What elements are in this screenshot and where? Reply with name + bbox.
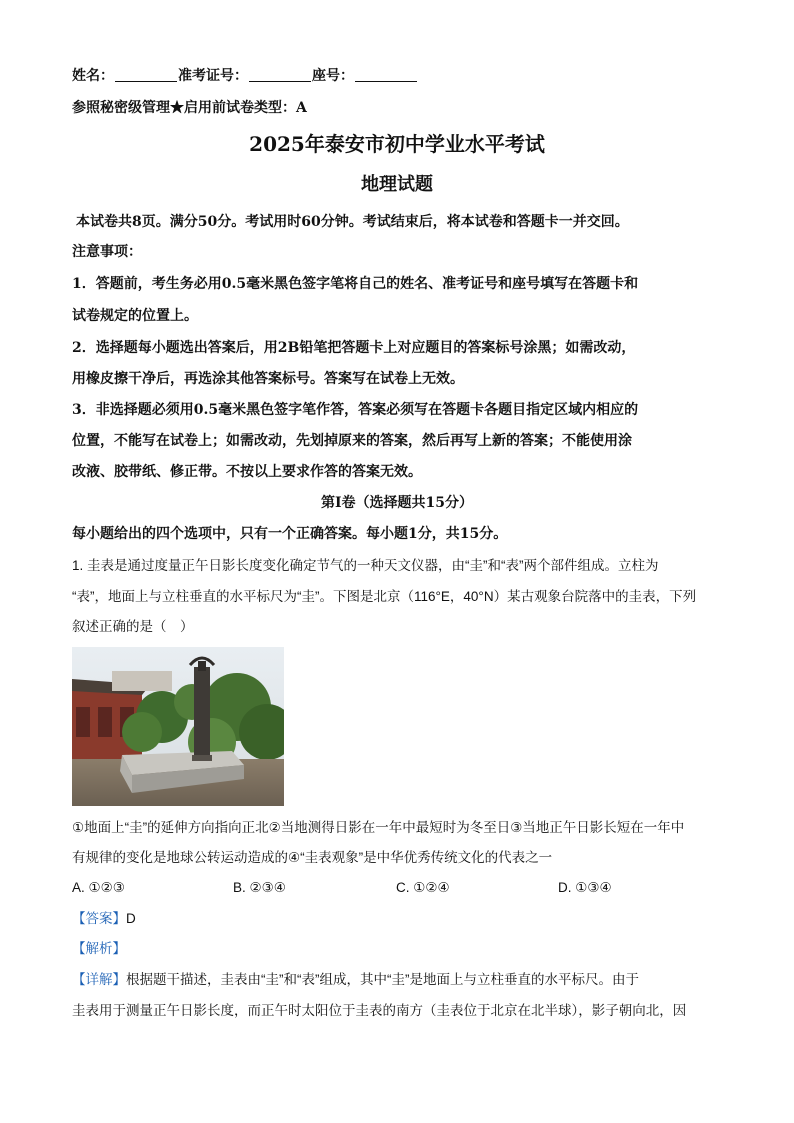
seat-label: 座号：	[312, 68, 354, 84]
exam-subtitle: 地理试题	[361, 174, 433, 195]
note-line: 3．非选择题必须用0.5毫米黑色签字笔作答，答案必须写在答题卡各题目指定区域内相应的	[72, 402, 639, 418]
note-line: 试卷规定的位置上。	[72, 308, 198, 324]
question-line: 1. 圭表是通过度量正午日影长度变化确定节气的一种天文仪器，由“圭”和“表”两个部件组成。立柱为	[72, 558, 659, 573]
section-instruction: 每小题给出的四个选项中，只有一个正确答案。每小题1分，共15分。	[72, 526, 508, 542]
name-label: 姓名：	[72, 68, 114, 84]
gnomon-photo	[72, 647, 284, 806]
answer-value: D	[126, 911, 136, 926]
note-line: 位置，不能写在试卷上；如需改动，先划掉原来的答案，然后再写上新的答案；不能使用涂	[72, 433, 632, 449]
note-line: 1．答题前，考生务必用0.5毫米黑色签字笔将自己的姓名、准考证号和座号填写在答题卡和	[72, 276, 639, 292]
statement-line: ①地面上“圭”的延伸方向指向正北②当地测得日影在一年中最短时为冬至日③当地正午日影长短在一年中	[72, 820, 685, 835]
option-a[interactable]: A. ①②③	[72, 880, 125, 895]
name-blank[interactable]	[115, 67, 177, 82]
note-line: 改液、胶带纸、修正带。不按以上要求作答的答案无效。	[72, 464, 422, 480]
detail-line	[72, 970, 639, 990]
exam-no-label: 准考证号：	[178, 68, 248, 84]
option-c[interactable]: C. ①②④	[396, 880, 450, 895]
intro-text: 本试卷共8页。满分50分。考试用时60分钟。考试结束后，将本试卷和答题卡一并交回。	[76, 214, 629, 230]
statement-line: 有规律的变化是地球公转运动造成的④“圭表观象”是中华优秀传统文化的代表之一	[72, 850, 553, 865]
question-line: “表”，地面上与立柱垂直的水平标尺为“圭”。下图是北京（116°E，40°N）某古观象台院落中的圭表，下列	[72, 589, 697, 604]
detail-line: 圭表用于测量正午日影长度，而正午时太阳位于圭表的南方（圭表位于北京在北半球），影子朝向北，因	[72, 1003, 687, 1018]
notes-heading: 注意事项：	[72, 244, 142, 260]
note-line: 2．选择题每小题选出答案后，用2B铅笔把答题卡上对应题目的答案标号涂黑；如需改动，	[72, 340, 636, 356]
note-line: 用橡皮擦干净后，再选涂其他答案标号。答案写在试卷上无效。	[72, 371, 464, 387]
confidential-notice: 参照秘密级管理★启用前试卷类型：A	[72, 100, 307, 116]
seat-blank[interactable]	[355, 67, 417, 82]
analysis-label: 【解析】	[72, 941, 126, 956]
exam-no-blank[interactable]	[249, 67, 311, 82]
answer-label: 【答案】	[72, 911, 126, 926]
exam-title: 2025年泰安市初中学业水平考试	[249, 132, 545, 156]
option-d[interactable]: D. ①③④	[558, 880, 612, 895]
detail-label: 【详解】	[72, 972, 126, 987]
option-b[interactable]: B. ②③④	[233, 880, 286, 895]
question-line: 叙述正确的是（ ）	[72, 619, 194, 634]
answer-row	[72, 909, 136, 929]
section-title: 第Ⅰ卷（选择题共15分）	[320, 495, 474, 511]
candidate-info-row	[72, 66, 418, 86]
detail-text: 根据题干描述，圭表由“圭”和“表”组成，其中“圭”是地面上与立柱垂直的水平标尺。由于	[126, 972, 639, 987]
